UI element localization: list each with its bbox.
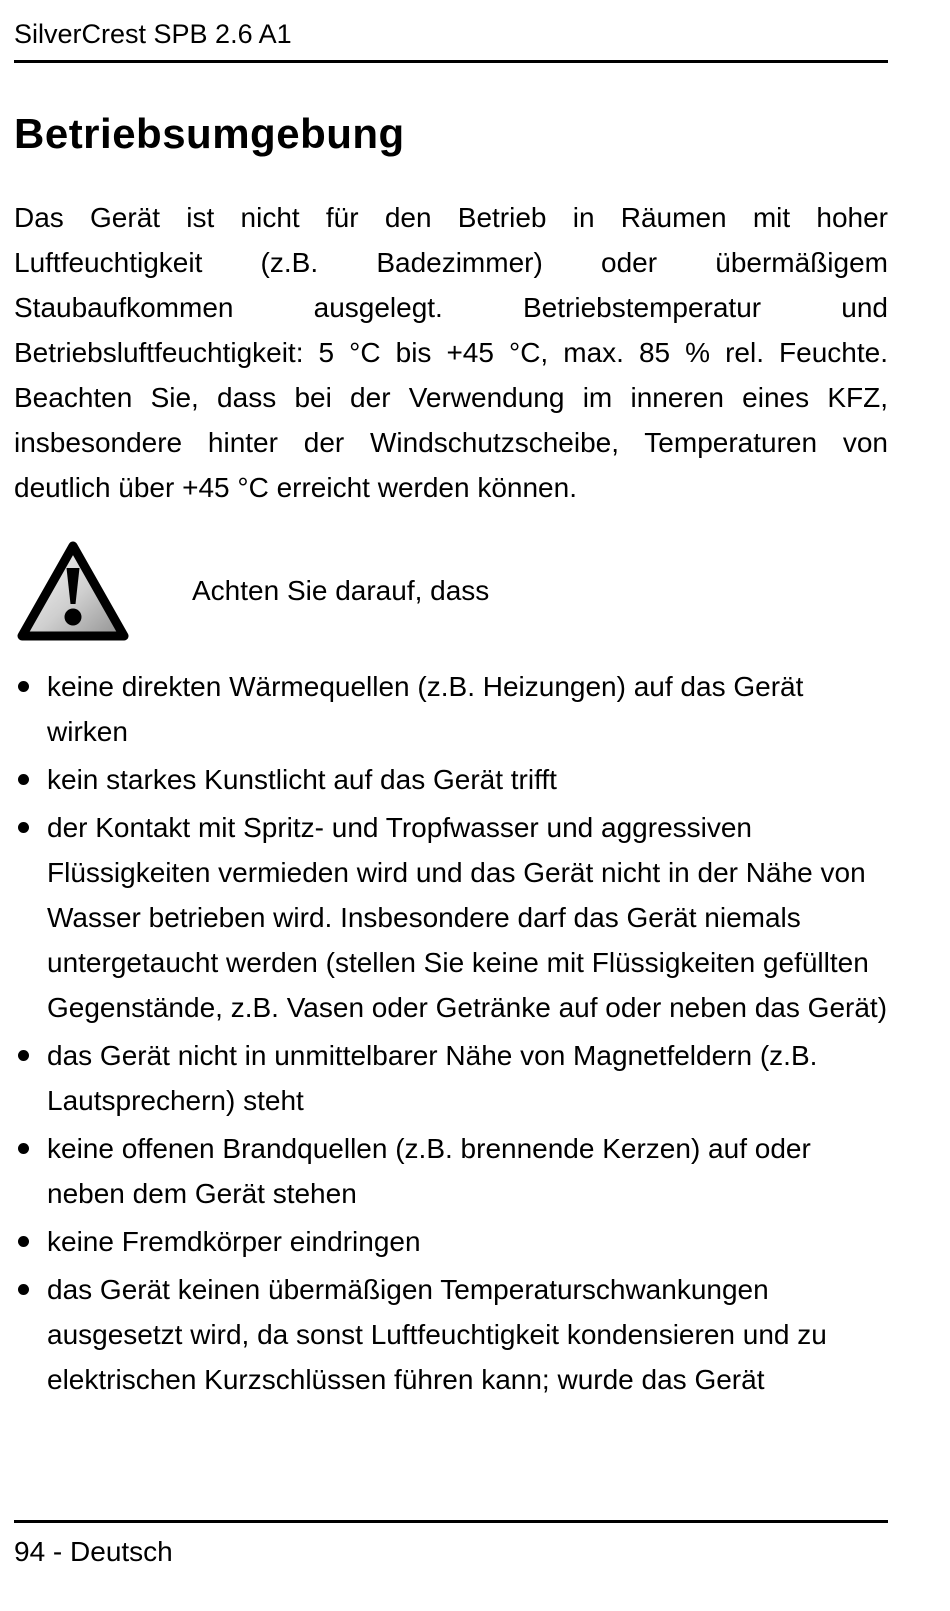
footer-rule [14,1520,888,1523]
page-number-text: 94 - Deutsch [14,1536,173,1567]
section-title: Betriebsumgebung [14,110,405,157]
list-item: der Kontakt mit Spritz- und Tropfwasser und aggressiven Flüssigkeiten vermieden wird und das Gerät nicht in der Nähe von Wasser betrieben wird. Insbesondere darf das Gerät niemals untergetaucht werden (stellen Sie keine mit Flüssigkeiten gefüllten Gegenstände, z.B. Vasen oder Getränke auf oder neben das Gerät) [14,805,888,1030]
list-item: das Gerät nicht in unmittelbarer Nähe von Magnetfeldern (z.B. Lautsprechern) steht [14,1033,888,1123]
list-item: keine Fremdkörper eindringen [14,1219,888,1264]
intro-paragraph: Das Gerät ist nicht für den Betrieb in Räumen mit hoher Luftfeuchtigkeit (z.B. Badezimmer) oder übermäßigem Staubaufkommen ausgelegt. Betriebstemperatur und Betriebsluftfeuchtigkeit: 5 °C bis +45 °C, max. 85 % rel. Feuchte. Beachten Sie, dass bei der Verwendung im inneren eines KFZ, insbesondere hinter der Windschutzscheibe, Temperaturen von deutlich über +45 °C erreicht werden können. [14,202,888,503]
list-item: keine direkten Wärmequellen (z.B. Heizungen) auf das Gerät wirken [14,664,888,754]
list-item: das Gerät keinen übermäßigen Temperaturschwankungen ausgesetzt wird, da sonst Luftfeuchtigkeit kondensieren und zu elektrischen Kurzschlüssen führen kann; wurde das Gerät [14,1267,888,1402]
list-item: keine offenen Brandquellen (z.B. brennende Kerzen) auf oder neben dem Gerät stehen [14,1126,888,1216]
header-rule [14,60,888,63]
page-header [14,18,888,63]
list-item: kein starkes Kunstlicht auf das Gerät trifft [14,757,888,802]
warning-triangle-icon [14,538,132,644]
warning-label: Achten Sie darauf, dass [192,575,490,606]
warning-bullet-list [14,664,888,1402]
page-footer [14,1520,888,1569]
warning-note [14,538,888,644]
header-model-text: SilverCrest SPB 2.6 A1 [14,19,292,49]
